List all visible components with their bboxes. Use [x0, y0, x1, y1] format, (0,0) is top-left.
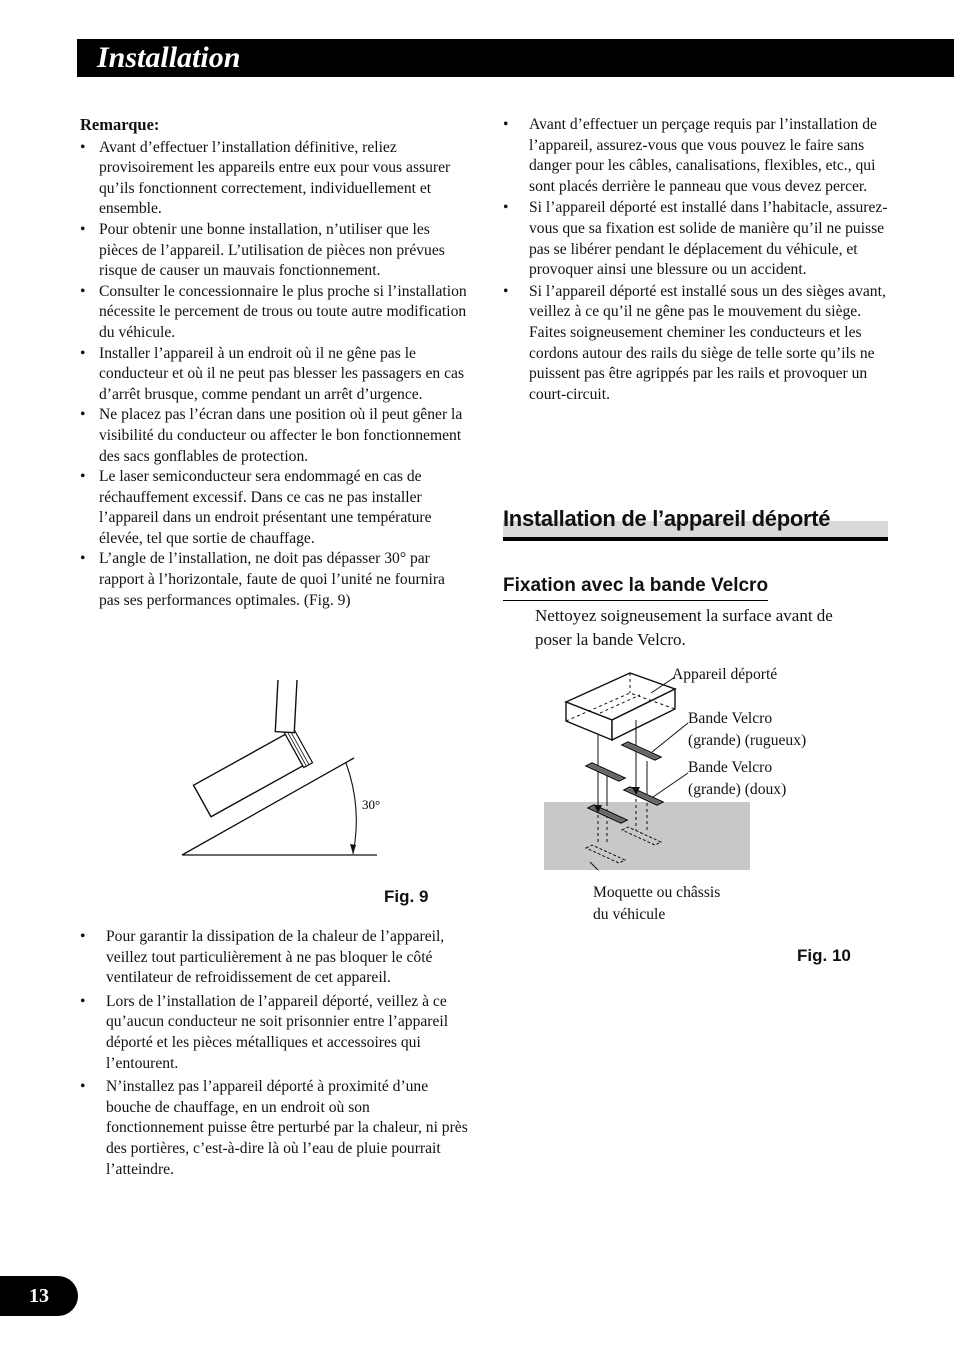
- label-velcro-rough-2: (grande) (rugueux): [688, 732, 807, 749]
- label-velcro-soft-1: Bande Velcro: [688, 759, 773, 776]
- list-item: • Consulter le concessionnaire le plus proche si l’installation nécessite le percement de trous ou toute autre modification du véhicule.: [80, 282, 468, 344]
- list-item: • Si l’appareil déporté est installé dans l’habitacle, assurez-vous que sa fixation est solide de manière qu’il ne puisse pas se libérer pendant le déplacement du véhicule, et provoquer ainsi une blessure ou un accident.: [503, 198, 891, 280]
- section-heading-text: Installation de l’appareil déporté: [503, 506, 831, 531]
- remark-list: [80, 138, 468, 612]
- list-item: • L’angle de l’installation, ne doit pas dépasser 30° par rapport à l’horizontale, faute de quoi l’unité ne fournira pas ses performances optimales. (Fig. 9): [80, 549, 468, 611]
- remote-unit-box: [566, 673, 675, 740]
- fig9-caption: Fig. 9: [384, 887, 429, 906]
- header-bar: [77, 39, 954, 77]
- list-item: • Pour obtenir une bonne installation, n’utiliser que les pièces de l’appareil. L’utilisation de pièces non prévues risque de causer un mauvais fonctionnement.: [80, 220, 468, 282]
- page-title: Installation: [97, 41, 241, 74]
- lower-left-list: [80, 927, 468, 1183]
- right-column: [503, 115, 891, 406]
- intro-text: Nettoyez soigneusement la surface avant de poser la bande Velcro.: [535, 606, 833, 649]
- list-item: • Le laser semiconducteur sera endommagé en cas de réchauffement excessif. Dans ce cas ne pas installer l’appareil dans un endroit présentant une température élevée, tel que sortie de chauffage.: [80, 467, 468, 549]
- list-item: • Lors de l’installation de l’appareil déporté, veillez à ce qu’aucun conducteur ne soit prisonnier entre l’appareil déporté et les pièces métalliques et accessoires qui l’entourent.: [80, 992, 468, 1074]
- list-item: • N’installez pas l’appareil déporté à proximité d’une bouche de chauffage, en un endroit où son fonctionnement puisse être perturbé par la chaleur, ni près des portières, c’est-à-dire là où l’eau de pluie pourrait l’atteindre.: [80, 1077, 468, 1180]
- list-item: • Avant d’effectuer un perçage requis par l’installation de l’appareil, assurez-vous que vous pouvez le faire sans danger pour les câbles, canalisations, flexibles, etc., qui sont placés derrière le panneau que vous devez percer.: [503, 115, 891, 197]
- list-item: • Si l’appareil déporté est installé sous un des sièges avant, veillez à ce qu’il ne gêne pas le mouvement du siège. Faites soigneusement cheminer les conducteurs et les cordons autour des rails du siège de telle sorte qu’ils ne puissent pas être agrippés par les rails et provoquer un court-circuit.: [503, 282, 891, 406]
- label-floor-2: du véhicule: [593, 906, 666, 923]
- sub-heading: Fixation avec la bande Velcro: [503, 572, 768, 601]
- angle-label: 30°: [362, 797, 381, 812]
- left-column: [80, 115, 468, 611]
- list-item: • Installer l’appareil à un endroit où il ne gêne pas le conducteur et où il ne peut pas blesser les passagers en cas d’arrêt brusque, comme pendant un arrêt d’urgence.: [80, 344, 468, 406]
- label-floor-1: Moquette ou châssis: [593, 884, 721, 901]
- list-item: • Pour garantir la dissipation de la chaleur de l’appareil, veillez tout particulièrement à ne pas bloquer le côté ventilateur de refroidissement de cet appareil.: [80, 927, 468, 989]
- label-velcro-rough-1: Bande Velcro: [688, 710, 773, 727]
- label-velcro-soft-2: (grande) (doux): [688, 781, 787, 798]
- page-number: 13: [0, 1276, 78, 1316]
- section-heading: [503, 503, 888, 535]
- list-item: • Avant d’effectuer l’installation définitive, reliez provisoirement les appareils entre eux pour vous assurer qu’ils fonctionnent correctement, individuellement et ensemble.: [80, 138, 468, 220]
- unit-shape: [170, 680, 345, 818]
- fig9-diagram: [170, 680, 390, 865]
- list-item: • Ne placez pas l’écran dans une position où il peut gêner la visibilité du conducteur ou affecter le bon fonctionnement des sacs gonflables de protection.: [80, 405, 468, 467]
- angle-arrow: [350, 844, 356, 854]
- remark-heading: Remarque:: [80, 115, 160, 134]
- label-remote-unit: Appareil déporté: [672, 666, 778, 683]
- angle-arc: [346, 763, 356, 854]
- fig10-caption: Fig. 10: [797, 946, 851, 965]
